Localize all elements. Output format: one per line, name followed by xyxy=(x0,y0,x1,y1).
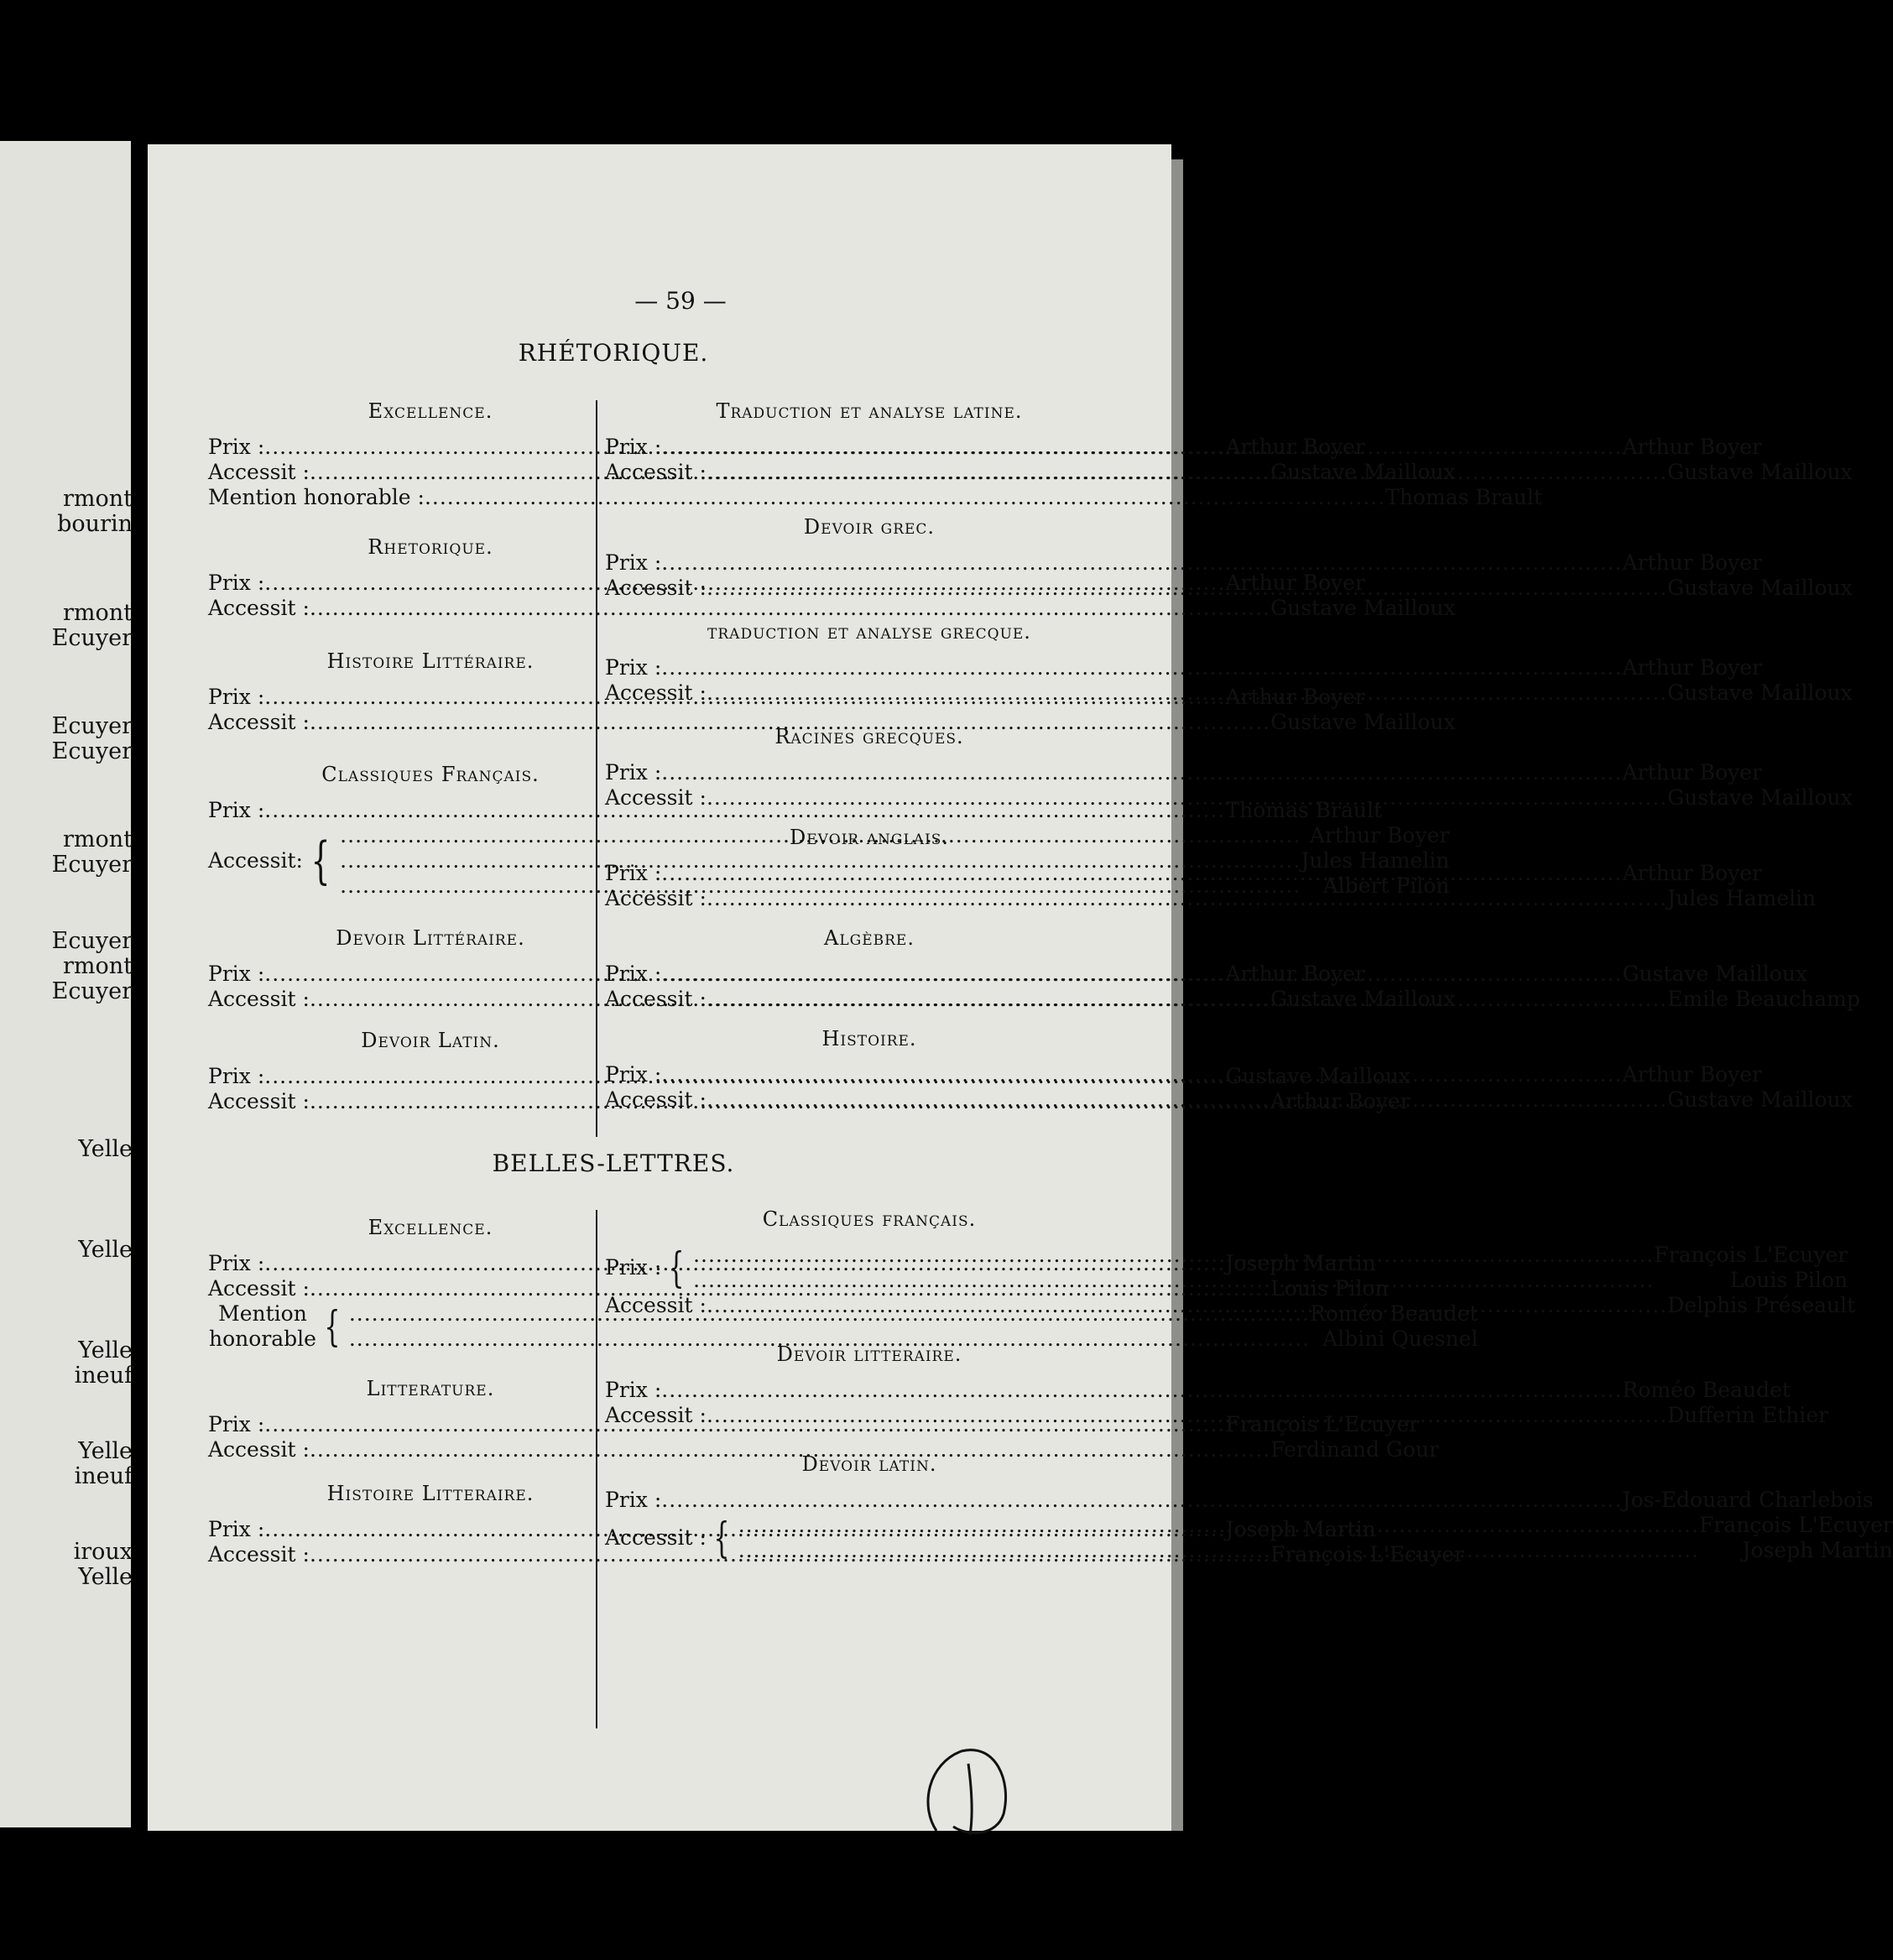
winner-name: Arthur Boyer xyxy=(1225,571,1365,595)
prize-row xyxy=(605,886,1817,911)
prev-fragment: Ecuyer xyxy=(51,852,133,878)
winner-name: Joseph Martin xyxy=(1225,1251,1376,1275)
previous-page-edge xyxy=(0,141,131,1827)
prize-row xyxy=(208,1276,1389,1301)
prev-fragment: Yelle xyxy=(78,1337,133,1363)
winner-name: Arthur Boyer xyxy=(1622,1062,1762,1087)
prize-section xyxy=(605,1025,1853,1113)
winner-name: Arthur Boyer xyxy=(1309,823,1450,847)
winner-name: Gustave Mailloux xyxy=(1270,596,1456,620)
prize-label: Prix : xyxy=(208,962,265,986)
prize-label: Accessit : xyxy=(208,1542,310,1566)
winner-name: Gustave Mailloux xyxy=(1270,710,1456,734)
prize-label: Accessit : xyxy=(208,1089,310,1113)
prize-label: Prix : xyxy=(208,571,265,595)
prev-fragment: Ecuyer xyxy=(51,978,133,1004)
winner-name: François L'Ecuyer xyxy=(1225,1412,1420,1436)
section-title-rhetorique: RHÉTORIQUE. xyxy=(518,339,709,367)
winner-name: Gustave Mailloux xyxy=(1270,460,1456,484)
prize-row xyxy=(605,760,1762,785)
winner-name: Dufferin Ethier xyxy=(1667,1403,1828,1427)
winner-name: Emile Beauchamp xyxy=(1667,987,1860,1011)
section-heading: Histoire Litteraire. xyxy=(326,1482,535,1505)
winner-name: Delphis Préseault xyxy=(1667,1293,1856,1317)
prize-label: Prix : xyxy=(605,1062,662,1087)
winner-name: Albert Pilon xyxy=(1322,873,1450,898)
prize-label: Accessit : xyxy=(208,987,310,1011)
prize-row xyxy=(208,1251,1376,1276)
winner-name: Roméo Beaudet xyxy=(1622,1378,1791,1402)
prev-fragment: iroux xyxy=(73,1539,133,1565)
prize-label: Prix : xyxy=(605,550,662,575)
prize-label: Accessit : xyxy=(208,596,310,620)
prize-label: Accessit : xyxy=(605,886,707,910)
winner-name: Gustave Mailloux xyxy=(1667,680,1853,705)
winner-name: Gustave Mailloux xyxy=(1667,1087,1853,1112)
prize-label: Accessit : xyxy=(605,987,707,1011)
prev-fragment: rmont xyxy=(62,953,133,979)
section-heading: Classiques français. xyxy=(762,1207,977,1231)
prize-section xyxy=(208,648,1456,735)
winner-name: Arthur Boyer xyxy=(1622,861,1762,885)
prize-section xyxy=(605,398,1853,485)
prev-fragment: rmont xyxy=(62,826,133,852)
prize-section xyxy=(208,1375,1439,1462)
prize-row xyxy=(208,1542,1464,1567)
prize-row xyxy=(738,1538,1893,1563)
prize-section xyxy=(208,1480,1464,1567)
prize-label: Accessit : xyxy=(605,1403,707,1427)
prev-fragment: Ecuyer xyxy=(51,713,133,739)
prize-row xyxy=(208,596,1456,621)
prize-label: Accessit : xyxy=(208,710,310,734)
prev-fragment: ineuf xyxy=(74,1463,133,1489)
prev-fragment: Yelle xyxy=(78,1564,133,1590)
brace-glyph: { xyxy=(668,1243,685,1292)
prize-label: Accessit: xyxy=(208,848,303,873)
winner-name: Arthur Boyer xyxy=(1622,655,1762,680)
prize-row xyxy=(605,550,1762,576)
prev-fragment: Yelle xyxy=(78,1438,133,1464)
prize-row xyxy=(208,485,1542,510)
winner-name: Gustave Mailloux xyxy=(1667,576,1853,600)
winner-name: Ferdinand Gour xyxy=(1270,1437,1439,1462)
winner-name: Thomas Brault xyxy=(1385,485,1542,509)
prize-row xyxy=(208,710,1456,735)
section-heading: Traduction et analyse latine. xyxy=(716,399,1023,423)
prize-row xyxy=(208,1437,1439,1462)
prize-label: Prix : xyxy=(208,1412,265,1436)
section-heading: Rhetorique. xyxy=(368,535,493,559)
winner-name: Joseph Martin xyxy=(1742,1538,1893,1562)
prev-fragment: Ecuyer xyxy=(51,738,133,764)
prize-label: Accessit : xyxy=(208,460,310,484)
prize-row xyxy=(605,435,1762,460)
winner-name: Jules Hamelin xyxy=(1301,848,1450,873)
prize-row xyxy=(605,1488,1874,1513)
prize-label: Prix : xyxy=(208,1251,265,1275)
prize-row xyxy=(208,798,1383,823)
section-heading: Litterature. xyxy=(366,1377,495,1400)
prize-row xyxy=(208,987,1456,1012)
winner-name: Louis Pilon xyxy=(1270,1276,1389,1301)
winner-name: Gustave Mailloux xyxy=(1667,785,1853,810)
winner-name: Arthur Boyer xyxy=(1622,760,1762,785)
prize-label: Prix : xyxy=(208,685,265,709)
prize-row xyxy=(605,1378,1791,1403)
prize-row xyxy=(738,1513,1893,1538)
section-heading: Devoir anglais. xyxy=(790,826,949,849)
prev-fragment: Ecuyer xyxy=(51,928,133,954)
prize-label: Prix : xyxy=(605,861,662,885)
prize-label: Accessit : xyxy=(605,680,707,705)
section-heading: Devoir litteraire. xyxy=(776,1342,962,1366)
prize-label: Prix : xyxy=(208,1064,265,1088)
winner-name: Jos-Edouard Charlebois xyxy=(1622,1488,1874,1512)
section-heading: Devoir Littéraire. xyxy=(336,926,525,950)
prize-section xyxy=(605,1451,1893,1563)
section-heading: Excellence. xyxy=(368,399,493,423)
document-page xyxy=(148,144,1893,1831)
prize-label: Mention honorable : xyxy=(208,485,425,509)
prize-label: Prix : xyxy=(605,435,662,459)
braced-accessit-group xyxy=(605,1513,1893,1563)
brace-glyph: { xyxy=(324,1302,341,1351)
winner-name: Arthur Boyer xyxy=(1225,685,1365,709)
prev-fragment: rmont xyxy=(62,600,133,626)
page-number: — 59 — xyxy=(634,287,727,315)
prize-section xyxy=(605,513,1853,601)
prize-row xyxy=(605,460,1853,485)
winner-name: Gustave Mailloux xyxy=(1225,1064,1411,1088)
winner-name: Arthur Boyer xyxy=(1622,435,1762,459)
winner-name: François L'Ecuyer xyxy=(1270,1542,1464,1566)
section-heading: Excellence. xyxy=(368,1216,493,1239)
winner-name: Albini Quesnel xyxy=(1322,1327,1478,1351)
section-heading: traduction et analyse grecque. xyxy=(707,620,1031,644)
prize-row xyxy=(208,460,1456,485)
winner-name: François L'Ecuyer xyxy=(1698,1513,1893,1537)
winner-name: Gustave Mailloux xyxy=(1270,987,1456,1011)
prize-label: Prix : xyxy=(605,655,662,680)
winner-name: Arthur Boyer xyxy=(1270,1089,1411,1113)
prize-label: Accessit : xyxy=(605,576,707,600)
prev-fragment: ineuf xyxy=(74,1363,133,1389)
prize-label: Accessit : xyxy=(208,1276,310,1301)
winner-name: Arthur Boyer xyxy=(1225,962,1365,986)
prev-fragment: bourin xyxy=(57,511,133,537)
section-heading: Racines grecques. xyxy=(774,725,964,748)
pencil-mark-drawing xyxy=(903,1738,1029,1839)
winner-name: Thomas Brault xyxy=(1225,798,1383,822)
prev-fragment: Ecuyer xyxy=(51,625,133,651)
brace-glyph: { xyxy=(713,1514,730,1562)
prize-row xyxy=(605,655,1762,680)
prize-label: Mention honorable xyxy=(209,1301,316,1351)
prize-label: Prix : xyxy=(605,1378,662,1402)
winner-name: Joseph Martin xyxy=(1225,1517,1376,1541)
prize-row xyxy=(208,962,1365,987)
prev-fragment: Yelle xyxy=(78,1237,133,1263)
brace-glyph: { xyxy=(310,831,331,890)
prize-label: Accessit : xyxy=(208,1437,310,1462)
section-heading: Devoir latin. xyxy=(801,1452,937,1476)
section-heading: Devoir grec. xyxy=(803,515,936,539)
prize-row xyxy=(208,1064,1411,1089)
prize-label: Accessit : xyxy=(605,1087,707,1112)
prize-row xyxy=(693,1268,1848,1293)
winner-name: Louis Pilon xyxy=(1729,1268,1849,1292)
prize-label: Prix : xyxy=(605,1488,662,1512)
prize-label: Prix : xyxy=(605,1255,662,1280)
winner-name: Arthur Boyer xyxy=(1225,435,1365,459)
section-heading: Histoire. xyxy=(821,1027,917,1050)
winner-name: Arthur Boyer xyxy=(1622,550,1762,575)
prize-label: Accessit : xyxy=(605,785,707,810)
prize-row xyxy=(208,1089,1411,1114)
winner-name: Roméo Beaudet xyxy=(1310,1301,1478,1326)
prev-fragment: Yelle xyxy=(78,1136,133,1162)
winner-name: François L'Ecuyer xyxy=(1654,1243,1849,1267)
prize-row xyxy=(693,1243,1848,1268)
prize-label: Accessit : xyxy=(605,1293,707,1317)
prize-label: Accessit : xyxy=(605,1525,707,1550)
prize-label: Prix : xyxy=(208,435,265,459)
prize-section xyxy=(605,618,1853,706)
section-heading: Histoire Littéraire. xyxy=(326,649,535,673)
prize-row xyxy=(208,435,1365,460)
winner-name: Jules Hamelin xyxy=(1667,886,1817,910)
section-title-belles-lettres: BELLES-LETTRES. xyxy=(492,1149,735,1177)
prev-fragment: rmont xyxy=(62,486,133,512)
section-heading: Classiques Français. xyxy=(321,763,540,786)
section-heading: Devoir Latin. xyxy=(361,1029,500,1052)
prize-label: Prix : xyxy=(605,760,662,785)
section-heading: Algèbre. xyxy=(824,926,915,950)
prize-label: Prix : xyxy=(208,798,265,822)
winner-name: Gustave Mailloux xyxy=(1622,962,1807,986)
prize-label: Prix : xyxy=(208,1517,265,1541)
prize-section xyxy=(208,534,1456,621)
prize-label: Accessit : xyxy=(605,460,707,484)
winner-name: Gustave Mailloux xyxy=(1667,460,1853,484)
prize-label: Prix : xyxy=(605,962,662,986)
